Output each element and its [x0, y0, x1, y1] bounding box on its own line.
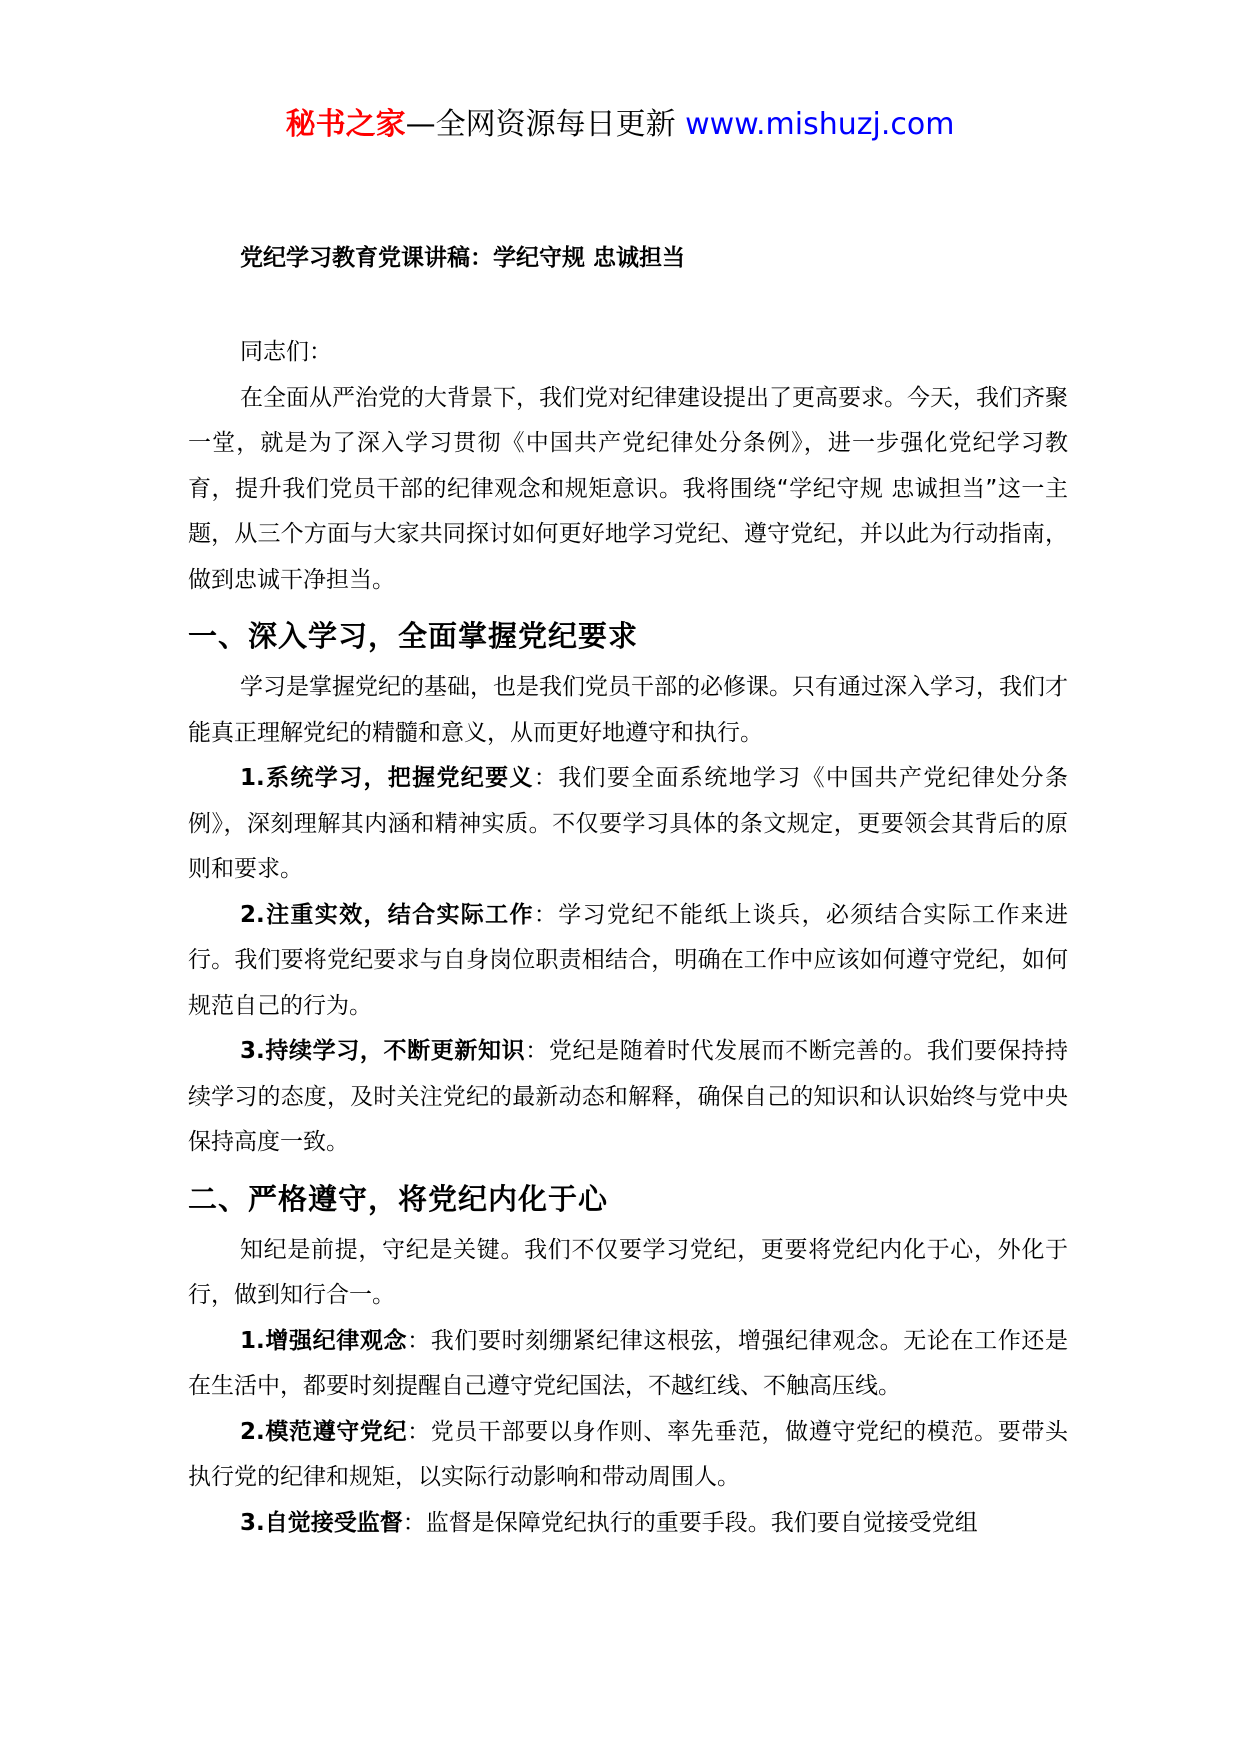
item-separator: ： — [402, 1509, 426, 1536]
section-2-item-1 — [188, 1319, 1068, 1410]
item-label: 2.模范遵守党纪 — [240, 1418, 408, 1445]
item-label: 2.注重实效，结合实际工作 — [240, 901, 534, 928]
greeting: 同志们： — [240, 339, 332, 365]
item-text: 党纪是随着时代发展而不断完善的。我们要保持持续学习的态度，及时关注党纪的最新动态和解释，确保自己的知识和认识始终与党中央保持高度一致。 — [188, 1038, 1068, 1155]
site-header — [0, 102, 1240, 148]
section-1-item-3 — [188, 1029, 1068, 1166]
header-slogan: —全网资源每日更新 — [405, 107, 686, 142]
item-label: 3.自觉接受监督 — [240, 1509, 403, 1536]
item-text: 学习党纪不能纸上谈兵，必须结合实际工作来进行。我们要将党纪要求与自身岗位职责相结合，明确在工作中应该如何遵守党纪，如何规范自己的行为。 — [188, 901, 1069, 1019]
item-label: 3.持续学习，不断更新知识 — [240, 1038, 526, 1064]
site-url[interactable]: www.mishuzj.com — [685, 107, 955, 142]
item-separator: ： — [525, 1038, 549, 1064]
item-separator: ： — [533, 901, 559, 928]
section-2-item-3 — [188, 1501, 1068, 1547]
section-heading-1: 一、深入学习，全面掌握党纪要求 — [188, 619, 639, 653]
item-separator: ： — [407, 1327, 431, 1354]
section-heading-2: 二、严格遵守，将党纪内化于心 — [188, 1181, 609, 1216]
item-label: 1.增强纪律观念 — [240, 1327, 408, 1354]
section-1-item-2 — [188, 893, 1068, 1030]
section-1-lead: 学习是掌握党纪的基础，也是我们党员干部的必修课。只有通过深入学习，我们才能真正理解党纪的精髓和意义，从而更好地遵守和执行。 — [188, 674, 1068, 746]
section-1-item-1 — [188, 756, 1068, 893]
item-text: 我们要全面系统地学习《中国共产党纪律处分条例》，深刻理解其内涵和精神实质。不仅要学习具体的条文规定，更要领会其背后的原则和要求。 — [188, 765, 1069, 882]
item-text: 我们要时刻绷紧纪律这根弦，增强纪律观念。无论在工作还是在生活中，都要时刻提醒自己遵守党纪国法，不越红线、不触高压线。 — [188, 1327, 1068, 1399]
section-2-lead: 知纪是前提，守纪是关键。我们不仅要学习党纪，更要将党纪内化于心，外化于行，做到知行合一。 — [188, 1236, 1068, 1308]
item-text: 监督是保障党纪执行的重要手段。我们要自觉接受党组 — [425, 1509, 978, 1536]
document-body — [188, 330, 1068, 1546]
item-label: 1.系统学习，把握党纪要义 — [240, 765, 534, 791]
item-text: 党员干部要以身作则、率先垂范，做遵守党纪的模范。要带头执行党的纪律和规矩，以实际行动影响和带动周围人。 — [188, 1418, 1068, 1490]
intro-paragraph: 在全面从严治党的大背景下，我们党对纪律建设提出了更高要求。今天，我们齐聚一堂，就是为了深入学习贯彻《中国共产党纪律处分条例》，进一步强化党纪学习教育，提升我们党员干部的纪律观念和规矩意识。我将围绕“学纪守规 忠诚担当”这一主题，从三个方面与大家共同探讨如何更好地学习党纪、遵守党纪，并以此为行动指南，做到忠诚干净担当。 — [188, 384, 1068, 593]
item-separator: ： — [533, 765, 559, 791]
brand-name: 秘书之家 — [285, 107, 406, 142]
item-separator: ： — [407, 1418, 431, 1445]
document-title: 党纪学习教育党课讲稿：学纪守规 忠诚担当 — [240, 245, 686, 271]
section-2-item-2 — [188, 1410, 1068, 1501]
